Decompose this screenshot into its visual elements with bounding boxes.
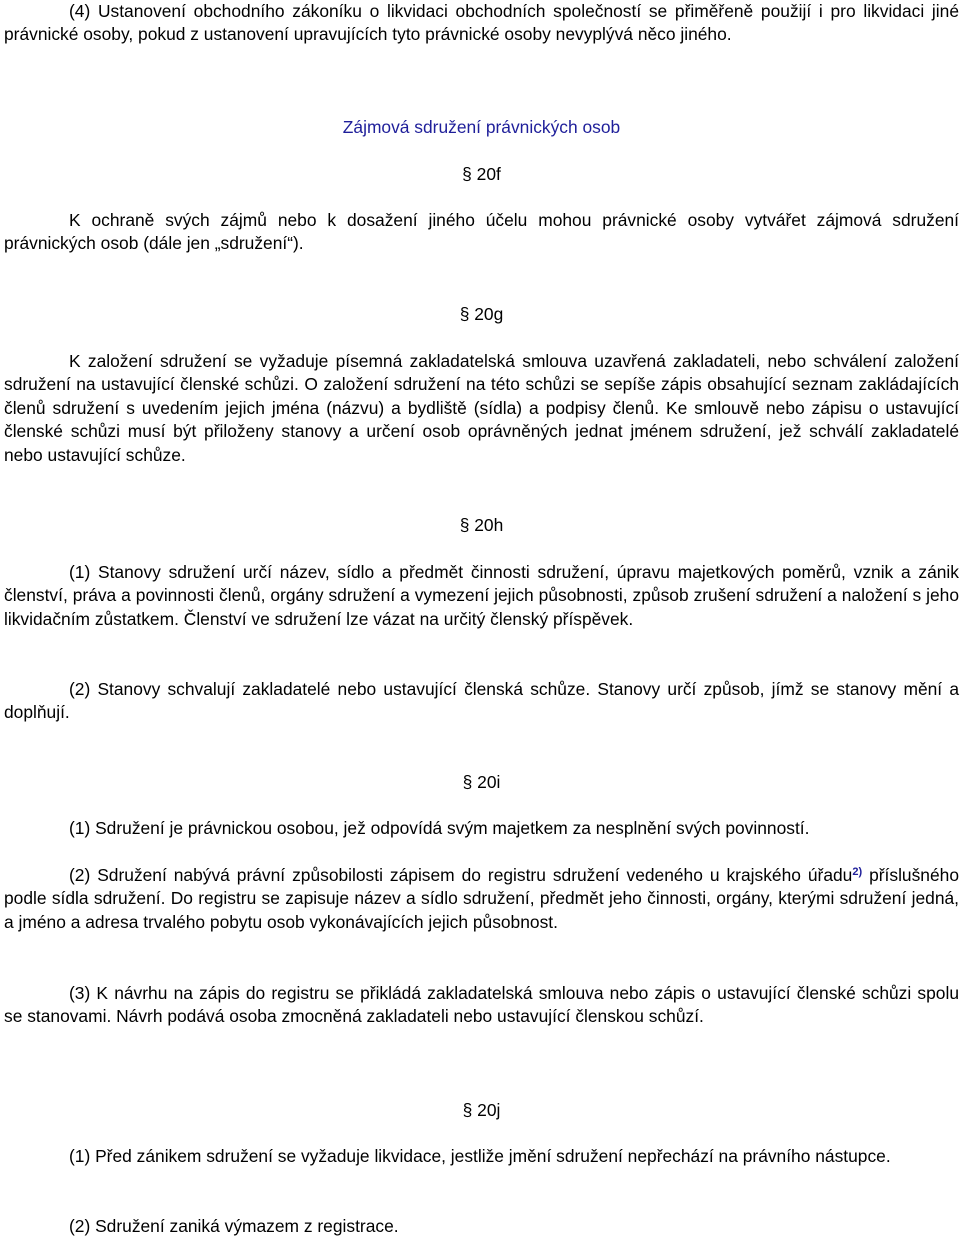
paragraph-20h-1: (1) Stanovy sdružení určí název, sídlo a předmět činnosti sdružení, úpravu majetkových poměrů, vznik a zánik členství, práva a povinnosti členů, orgány sdružení a vymezení jejich působnosti, způsob zrušení sdružení a naložení s jeho likvidačním zůstatkem. Členství ve sdružení lze vázat na určitý členský příspěvek. — [4, 562, 959, 629]
paragraph-likvidace: (4) Ustanovení obchodního zákoníku o likvidaci obchodních společností se přiměřeně použijí i pro likvidaci jiné právnické osoby, pokud z ustanovení upravujících tyto právnické osoby nevyplývá něco jiného. — [4, 1, 959, 45]
heading-zajmova-sdruzeni: Zájmová sdružení právnických osob — [342, 117, 621, 137]
section-20h-title: § 20h — [459, 515, 504, 535]
paragraph-20h-2: (2) Stanovy schvalují zakladatelé nebo ustavující členská schůze. Stanovy určí způsob, jímž se stanovy mění a doplňují. — [4, 679, 959, 723]
section-20i-title: § 20i — [462, 772, 501, 792]
section-20j-title: § 20j — [462, 1100, 501, 1120]
footnote-ref-2[interactable]: 2) — [852, 866, 863, 878]
section-20f-title: § 20f — [462, 164, 501, 184]
paragraph-20g: K založení sdružení se vyžaduje písemná zakladatelská smlouva uzavřená zakladateli, nebo schválení založení sdružení na ustavující členské schůzi. O založení sdružení na této schůzi se sepíše zápis obsahující seznam zakládajících členů sdružení s uvedením jejich jména (názvu) a bydliště (sídla) a podpisy členů. Ke smlouvě nebo zápisu o ustavující členské schůzi musí být přiloženy stanovy a určení osob oprávněných jednat jménem sdružení, jež schválí zakladatelé nebo ustavující schůze. — [4, 351, 959, 465]
section-20g-title: § 20g — [459, 304, 504, 324]
paragraph-20j-1: (1) Před zánikem sdružení se vyžaduje likvidace, jestliže jmění sdružení nepřechází na právního nástupce. — [69, 1146, 891, 1166]
paragraph-20i-1: (1) Sdružení je právnickou osobou, jež odpovídá svým majetkem za nesplnění svých povinností. — [69, 818, 810, 838]
paragraph-20i-3: (3) K návrhu na zápis do registru se přikládá zakladatelská smlouva nebo zápis o ustavující členské schůzi spolu se stanovami. Návrh podává osoba zmocněná zakladateli nebo ustavující členskou schůzí. — [4, 983, 959, 1027]
paragraph-20i-2-end: příslušného podle sídla sdružení. Do registru se zapisuje název a sídlo sdružení, předmět jeho činnosti, orgány, kterými sdružení jedná, a jméno a adresa trvalého pobytu osob vykonávajících jejich působnost. — [4, 865, 959, 932]
paragraph-20f: K ochraně svých zájmů nebo k dosažení jiného účelu mohou právnické osoby vytvářet zájmová sdružení právnických osob (dále jen „sdružení“). — [4, 210, 959, 254]
paragraph-20i-2 — [4, 864, 959, 934]
paragraph-20i-2-start: (2) Sdružení nabývá právní způsobilosti zápisem do registru sdružení vedeného u krajského úřadu — [69, 865, 853, 885]
paragraph-20j-2: (2) Sdružení zaniká výmazem z registrace. — [69, 1216, 399, 1236]
